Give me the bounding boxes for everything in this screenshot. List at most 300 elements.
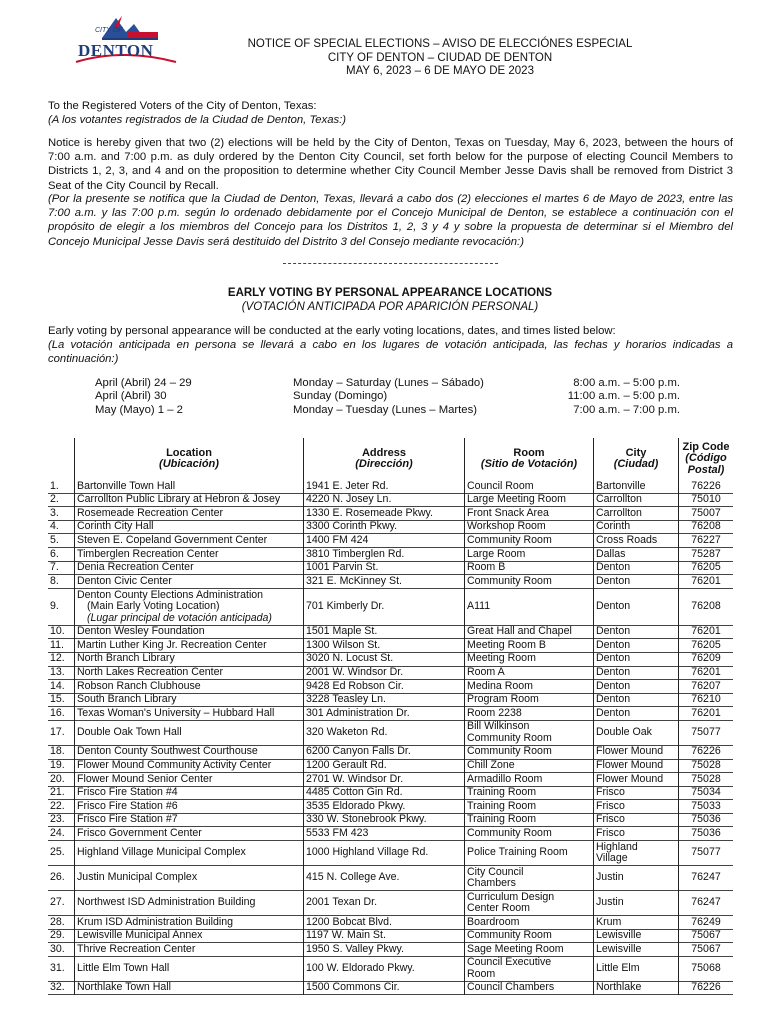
table-row — [48, 981, 733, 995]
header-address — [304, 438, 465, 480]
row-room-text: Council Chambers — [467, 981, 555, 994]
row-number — [48, 575, 75, 589]
schedule-date: April (Abril) 30 — [95, 390, 167, 403]
row-number — [48, 745, 75, 759]
row-room — [465, 800, 594, 814]
row-address-text: 1941 E. Jeter Rd. — [306, 479, 389, 492]
row-city-text: Denton — [596, 666, 631, 679]
row-location — [75, 652, 304, 666]
row-number — [48, 943, 75, 957]
row-location-text: Flower Mound Community Activity Center — [77, 759, 272, 772]
schedule-date: May (Mayo) 1 – 2 — [95, 403, 183, 416]
row-room — [465, 956, 594, 981]
row-room-text: Workshop Room — [467, 520, 546, 533]
schedule-days-item: Monday – Tuesday (Lunes – Martes) — [293, 403, 477, 416]
row-location — [75, 943, 304, 957]
table-row — [48, 693, 733, 707]
table-row — [48, 561, 733, 575]
table-row — [48, 773, 733, 787]
row-location — [75, 759, 304, 773]
divider — [283, 263, 498, 264]
row-city-text: Carrollton — [596, 493, 642, 506]
schedule-days — [293, 377, 484, 417]
row-zip — [679, 575, 734, 589]
row-city — [594, 547, 679, 561]
row-zip-text: 76247 — [691, 896, 721, 909]
row-zip-text: 76208 — [691, 520, 721, 533]
row-location — [75, 827, 304, 841]
row-city-text: Dallas — [596, 547, 626, 560]
row-number-text: 18. — [50, 745, 65, 758]
row-room-text: Meeting Room B — [467, 638, 546, 651]
table-row — [48, 956, 733, 981]
schedule-hours-item: 8:00 a.m. – 5:00 p.m. — [573, 377, 680, 389]
row-room-text: Meeting Room — [467, 652, 536, 665]
row-zip — [679, 588, 734, 625]
row-zip-text: 76201 — [691, 706, 721, 719]
row-address-text: 1950 S. Valley Pkwy. — [306, 942, 404, 955]
row-city-text: Denton — [596, 706, 631, 719]
row-location-text: Denia Recreation Center — [77, 561, 194, 574]
row-address — [304, 813, 465, 827]
row-location — [75, 773, 304, 787]
row-city — [594, 720, 679, 745]
row-address — [304, 841, 465, 866]
row-zip — [679, 981, 734, 995]
row-location-text: Highland Village Municipal Complex — [77, 846, 246, 859]
row-zip-text: 75068 — [691, 962, 721, 975]
row-location-text: Lewisville Municipal Annex — [77, 929, 203, 942]
table-row — [48, 625, 733, 639]
row-number — [48, 827, 75, 841]
table-row — [48, 943, 733, 957]
table-header-row — [48, 438, 733, 480]
row-number — [48, 841, 75, 866]
row-city-text: Carrollton — [596, 506, 642, 519]
row-location — [75, 493, 304, 507]
row-room-text: Medina Room — [467, 679, 533, 692]
row-zip — [679, 759, 734, 773]
row-location — [75, 866, 304, 891]
row-location — [75, 625, 304, 639]
row-room-text: Program Room — [467, 693, 539, 706]
schedule-days-item: Sunday (Domingo) — [293, 390, 388, 403]
row-room — [465, 929, 594, 943]
row-city — [594, 625, 679, 639]
row-location — [75, 891, 304, 916]
row-number — [48, 520, 75, 534]
notice-title — [230, 38, 650, 79]
header-zip-es: (Código Postal) — [685, 452, 727, 476]
row-zip-text: 75007 — [691, 506, 721, 519]
row-room — [465, 813, 594, 827]
row-address — [304, 534, 465, 548]
logo-city-text: CITY OF — [95, 27, 123, 34]
row-room — [465, 666, 594, 680]
row-zip-text: 76205 — [691, 638, 721, 651]
row-number-text: 15. — [50, 693, 65, 706]
row-zip — [679, 639, 734, 653]
row-city-text: Denton — [596, 561, 631, 574]
row-city-text: Lewisville — [596, 929, 642, 942]
row-city-text: Justin — [596, 871, 624, 884]
row-number — [48, 773, 75, 787]
row-room — [465, 745, 594, 759]
row-room-text: Large Room — [467, 547, 526, 560]
row-city — [594, 575, 679, 589]
row-room — [465, 759, 594, 773]
row-location — [75, 813, 304, 827]
row-room-text: Center Room — [467, 902, 530, 915]
row-city — [594, 956, 679, 981]
row-room — [465, 786, 594, 800]
row-number — [48, 693, 75, 707]
row-zip-text: 76201 — [691, 625, 721, 638]
row-city — [594, 588, 679, 625]
table-row — [48, 745, 733, 759]
header-city — [594, 438, 679, 480]
header-location-es: (Ubicación) — [159, 458, 219, 470]
row-number-text: 14. — [50, 679, 65, 692]
row-city-text: Flower Mound — [596, 772, 664, 785]
row-room-text: City Council — [467, 865, 524, 878]
row-address-text: 2001 W. Windsor Dr. — [306, 666, 404, 679]
row-address — [304, 520, 465, 534]
row-number — [48, 507, 75, 521]
row-room — [465, 480, 594, 493]
row-address — [304, 507, 465, 521]
row-address — [304, 929, 465, 943]
row-city — [594, 929, 679, 943]
row-city — [594, 480, 679, 493]
row-number-text: 16. — [50, 706, 65, 719]
row-location-text: Frisco Fire Station #6 — [77, 799, 178, 812]
row-address — [304, 493, 465, 507]
row-city — [594, 693, 679, 707]
row-room-text: Training Room — [467, 799, 537, 812]
table-row — [48, 759, 733, 773]
table-row — [48, 800, 733, 814]
row-city — [594, 786, 679, 800]
row-number-text: 11. — [50, 638, 64, 651]
row-zip — [679, 547, 734, 561]
row-location — [75, 639, 304, 653]
row-location-text: Steven E. Copeland Government Center — [77, 533, 268, 546]
table-row — [48, 547, 733, 561]
row-zip-text: 75287 — [691, 547, 721, 560]
row-location — [75, 720, 304, 745]
row-city-text: Northlake — [596, 981, 642, 994]
row-location-text: Thrive Recreation Center — [77, 942, 196, 955]
row-number — [48, 786, 75, 800]
row-zip — [679, 625, 734, 639]
row-room — [465, 943, 594, 957]
row-city-text: Frisco — [596, 799, 625, 812]
row-address — [304, 745, 465, 759]
row-zip-text: 75067 — [691, 929, 721, 942]
row-number-text: 27. — [50, 896, 65, 909]
row-number — [48, 813, 75, 827]
row-city-text: Corinth — [596, 520, 631, 533]
row-number-text: 23. — [50, 813, 65, 826]
row-number-text: 32. — [50, 981, 65, 994]
table-row — [48, 652, 733, 666]
row-address-text: 5533 FM 423 — [306, 827, 369, 840]
row-address — [304, 786, 465, 800]
row-city — [594, 800, 679, 814]
row-room-text: Community Room — [467, 731, 552, 744]
row-zip — [679, 534, 734, 548]
row-zip-text: 76209 — [691, 652, 721, 665]
table-row — [48, 588, 733, 625]
row-location — [75, 745, 304, 759]
row-city — [594, 827, 679, 841]
row-room-text: Chill Zone — [467, 759, 515, 772]
row-room-text: Room A — [467, 666, 505, 679]
row-room-text: Great Hall and Chapel — [467, 625, 572, 638]
table-row — [48, 666, 733, 680]
row-room — [465, 707, 594, 721]
row-city — [594, 866, 679, 891]
schedule-days-item: Monday – Saturday (Lunes – Sábado) — [293, 377, 484, 389]
row-city — [594, 841, 679, 866]
row-address-text: 330 W. Stonebrook Pkwy. — [306, 813, 427, 826]
row-number — [48, 625, 75, 639]
row-number-text: 25. — [50, 846, 65, 859]
row-location-text: Little Elm Town Hall — [77, 962, 170, 975]
table-row — [48, 720, 733, 745]
row-zip-text: 76227 — [691, 533, 721, 546]
greeting — [48, 99, 733, 127]
row-room — [465, 773, 594, 787]
early-voting-title — [150, 287, 630, 314]
early-voting-intro — [48, 324, 733, 367]
row-zip-text: 76208 — [691, 600, 721, 612]
row-city — [594, 943, 679, 957]
row-number-text: 29. — [50, 929, 65, 942]
row-address — [304, 666, 465, 680]
row-location-text: Denton Civic Center — [77, 574, 172, 587]
row-room-text: Room B — [467, 561, 506, 574]
row-zip — [679, 773, 734, 787]
title-line-1: NOTICE OF SPECIAL ELECTIONS – AVISO DE ELECCIÓNES ESPECIAL — [247, 38, 633, 50]
row-city — [594, 680, 679, 694]
row-city — [594, 561, 679, 575]
row-address-text: 1500 Commons Cir. — [306, 981, 400, 994]
row-location — [75, 575, 304, 589]
row-room — [465, 841, 594, 866]
row-city-text: Denton — [596, 625, 631, 638]
row-city — [594, 759, 679, 773]
row-zip-text: 75067 — [691, 942, 721, 955]
table-row — [48, 639, 733, 653]
row-zip-text: 75036 — [691, 827, 721, 840]
row-city-text: Denton — [596, 679, 631, 692]
row-city-text: Denton — [596, 600, 631, 612]
row-city — [594, 493, 679, 507]
row-room-text: Community Room — [467, 827, 552, 840]
row-location-text: Bartonville Town Hall — [77, 479, 176, 492]
row-location-text: Denton Wesley Foundation — [77, 625, 205, 638]
header-room-label: Room — [513, 446, 545, 459]
locations-table-body — [48, 480, 733, 995]
row-address — [304, 916, 465, 930]
row-zip — [679, 813, 734, 827]
row-room-text: Front Snack Area — [467, 506, 549, 519]
row-address — [304, 956, 465, 981]
row-zip — [679, 786, 734, 800]
row-address-text: 6200 Canyon Falls Dr. — [306, 745, 411, 758]
row-city-text: Denton — [596, 638, 631, 651]
row-location — [75, 956, 304, 981]
row-zip — [679, 707, 734, 721]
row-city-text: Little Elm — [596, 962, 640, 975]
row-city-text: Frisco — [596, 813, 625, 826]
row-address-text: 1200 Bobcat Blvd. — [306, 915, 392, 928]
row-zip — [679, 841, 734, 866]
row-room-text: Community Room — [467, 533, 552, 546]
row-city-text: Denton — [596, 574, 631, 587]
row-zip — [679, 891, 734, 916]
row-address-text: 2001 Texan Dr. — [306, 896, 378, 909]
row-zip-text: 75028 — [691, 772, 721, 785]
table-row — [48, 891, 733, 916]
row-location — [75, 841, 304, 866]
row-zip-text: 75010 — [691, 493, 721, 506]
row-number — [48, 666, 75, 680]
greeting-es: (A los votantes registrados de la Ciudad de Denton, Texas:) — [48, 114, 347, 127]
row-address-text: 3228 Teasley Ln. — [306, 693, 386, 706]
row-address-text: 301 Administration Dr. — [306, 706, 410, 719]
row-room-text: Boardroom — [467, 915, 520, 928]
row-location-text: Northwest ISD Administration Building — [77, 896, 256, 909]
row-zip-text: 75028 — [691, 759, 721, 772]
header-zip-label: Zip Code — [682, 440, 730, 453]
row-location — [75, 680, 304, 694]
row-zip — [679, 693, 734, 707]
row-room-text: Curriculum Design — [467, 890, 555, 903]
row-room-text: Room — [467, 967, 496, 980]
row-room-text: Bill Wilkinson — [467, 720, 530, 733]
row-number — [48, 480, 75, 493]
row-address — [304, 707, 465, 721]
row-city-text: Flower Mound — [596, 745, 664, 758]
row-address — [304, 588, 465, 625]
early-voting-intro-es: (La votación anticipada en persona se llevará a cabo en los lugares de votación anticipada, las fechas y horarios indicadas a continuación:) — [48, 339, 733, 366]
header-zip — [679, 438, 734, 480]
row-number — [48, 800, 75, 814]
table-row — [48, 707, 733, 721]
row-city — [594, 666, 679, 680]
row-location-text: Texas Woman's University – Hubbard Hall — [77, 706, 275, 719]
row-number-text: 30. — [50, 942, 65, 955]
row-address-text: 100 W. Eldorado Pkwy. — [306, 962, 415, 975]
table-row — [48, 493, 733, 507]
row-zip — [679, 480, 734, 493]
row-address-text: 4485 Cotton Gin Rd. — [306, 786, 403, 799]
row-location-text: Justin Municipal Complex — [77, 871, 198, 884]
row-address-text: 1300 Wilson St. — [306, 638, 381, 651]
row-number — [48, 707, 75, 721]
row-room — [465, 693, 594, 707]
row-number — [48, 916, 75, 930]
row-number-text: 4. — [50, 520, 59, 533]
row-zip-text: 75077 — [691, 846, 721, 859]
row-address-text: 9428 Ed Robson Cir. — [306, 679, 404, 692]
row-number — [48, 891, 75, 916]
row-number — [48, 720, 75, 745]
row-city — [594, 981, 679, 995]
row-city — [594, 773, 679, 787]
row-zip — [679, 520, 734, 534]
row-address — [304, 866, 465, 891]
row-number-text: 20. — [50, 772, 65, 785]
row-location-text: South Branch Library — [77, 693, 177, 706]
locations-table — [48, 438, 733, 995]
greeting-en: To the Registered Voters of the City of Denton, Texas: — [48, 100, 317, 112]
row-address — [304, 800, 465, 814]
row-address — [304, 759, 465, 773]
row-zip — [679, 956, 734, 981]
header-room-es: (Sitio de Votación) — [480, 458, 578, 470]
row-city-text: Frisco — [596, 827, 625, 840]
row-address — [304, 547, 465, 561]
row-address-text: 701 Kimberly Dr. — [306, 600, 385, 612]
row-room-text: Community Room — [467, 745, 552, 758]
row-address — [304, 480, 465, 493]
notice-text-es: (Por la presente se notifica que la Ciudad de Denton, Texas, llevará a cabo dos (2) elecciones el martes 6 de Mayo de 2023, entre las 7:00 a.m. y las 7:00 p.m. según lo ordenado debidamente por el Concejo Municipal de Denton, se establece a continuación con el propósito de elegir a los miembros del Concejo para los Distritos 1, 2, 3 y 4 y sobre la propuesta de determinar si el Miembro del Concejo Municipal Jesse Davis será destituido del Distrito 3 del Consejo mediante revocación:) — [48, 193, 733, 248]
table-row — [48, 507, 733, 521]
row-location-text: Double Oak Town Hall — [77, 726, 182, 739]
row-number-text: 12. — [50, 652, 65, 665]
row-zip — [679, 866, 734, 891]
row-city-text: Justin — [596, 896, 624, 909]
row-location — [75, 786, 304, 800]
row-room-text: Chambers — [467, 877, 516, 890]
row-room — [465, 547, 594, 561]
row-address-text: 320 Waketon Rd. — [306, 726, 388, 739]
row-address — [304, 827, 465, 841]
early-voting-intro-en: Early voting by personal appearance will be conducted at the early voting locations, dates, and times listed below: — [48, 325, 616, 337]
row-number — [48, 680, 75, 694]
header-address-es: (Dirección) — [355, 458, 413, 470]
schedule-dates — [95, 377, 192, 417]
row-address-text: 1001 Parvin St. — [306, 561, 379, 574]
row-address — [304, 693, 465, 707]
row-zip — [679, 493, 734, 507]
row-number-text: 31. — [50, 962, 65, 975]
row-city-text: Denton — [596, 693, 631, 706]
row-room-text: Sage Meeting Room — [467, 942, 564, 955]
row-location-text: Frisco Government Center — [77, 827, 202, 840]
row-city — [594, 520, 679, 534]
row-zip-text: 76226 — [691, 745, 721, 758]
row-location — [75, 981, 304, 995]
row-number-text: 22. — [50, 799, 65, 812]
row-room — [465, 493, 594, 507]
row-room — [465, 639, 594, 653]
row-location-text: Frisco Fire Station #4 — [77, 786, 178, 799]
row-number-text: 9. — [50, 600, 59, 612]
row-address-text: 415 N. College Ave. — [306, 871, 400, 884]
row-city-text: Krum — [596, 915, 622, 928]
schedule-hours — [540, 377, 680, 417]
row-zip — [679, 827, 734, 841]
row-location-text: Timberglen Recreation Center — [77, 547, 219, 560]
table-row — [48, 575, 733, 589]
row-number — [48, 956, 75, 981]
row-location — [75, 480, 304, 493]
